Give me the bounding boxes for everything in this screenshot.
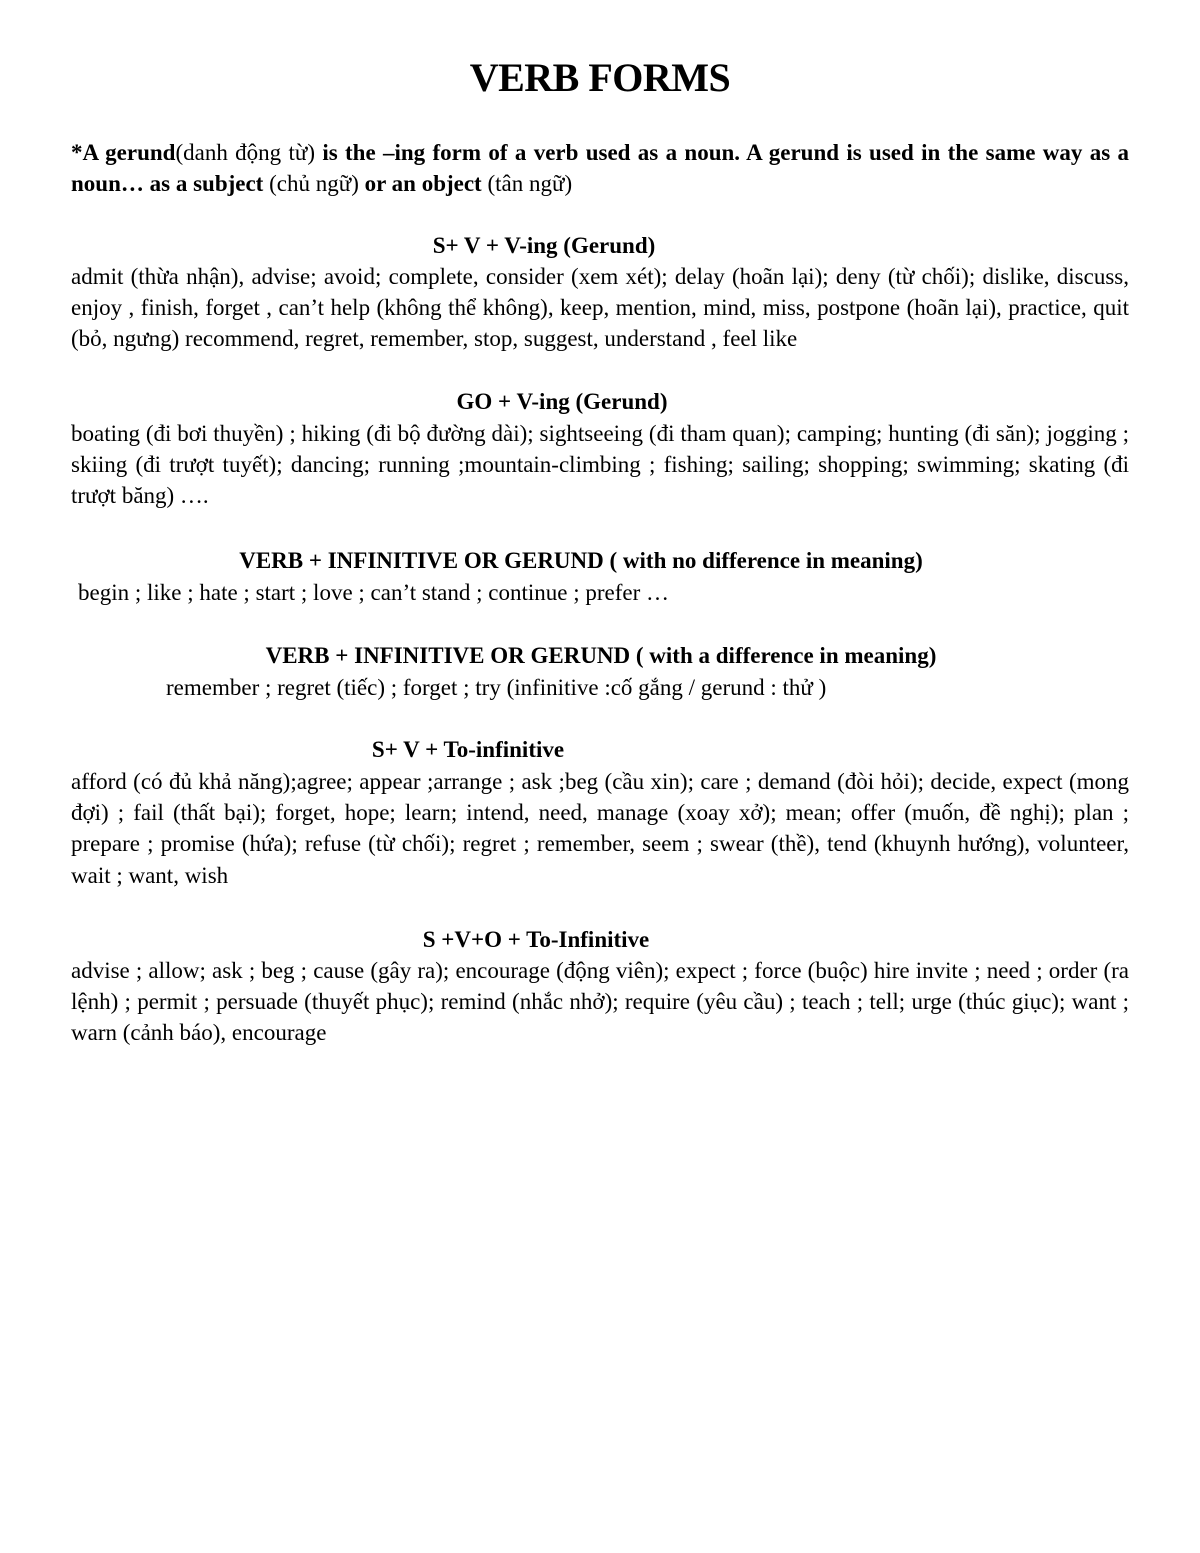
section-heading-difference: VERB + INFINITIVE OR GERUND ( with a difference in meaning) [265, 643, 937, 668]
intro-definition: is the –ing form of a verb used as a noun. A gerund is used in the same way as a noun… as a subject [71, 140, 1129, 197]
intro-paragraph [71, 137, 1129, 199]
section-body-no-difference: begin ; like ; hate ; start ; love ; can’t stand ; continue ; prefer … [78, 580, 670, 605]
intro-object: or an object [364, 171, 482, 197]
section-body-gerund: admit (thừa nhận), advise; avoid; complete, consider (xem xét); delay (hoãn lại); deny (từ chối); dislike, discuss, enjoy , finish, forget , can’t help (không thể không), keep, mention, mind, miss, postpone (hoãn lại), practice, quit (bỏ, ngưng) recommend, regret, remember, stop, suggest, understand , feel like [71, 264, 1129, 352]
section-heading-no-difference: VERB + INFINITIVE OR GERUND ( with no difference in meaning) [239, 548, 923, 573]
section-heading-gerund: S+ V + V-ing (Gerund) [432, 233, 656, 258]
section-heading-to-infinitive: S+ V + To-infinitive [371, 737, 565, 762]
intro-subject-translation: (chủ ngữ) [263, 171, 365, 197]
page-title: VERB FORMS [469, 55, 731, 100]
section-body-to-infinitive: afford (có đủ khả năng);agree; appear ;arrange ; ask ;beg (cầu xin); care ; demand (đòi hỏi); decide, expect (mong đợi) ; fail (thất bại); forget, hope; learn; intend, need, manage (xoay xở); mean; offer (muốn, đề nghị); plan ; prepare ; promise (hứa); refuse (từ chối); regret ; remember, seem ; swear (thề), tend (khuynh hướng), volunteer, wait ; want, wish [71, 769, 1129, 888]
section-body-object-infinitive: advise ; allow; ask ; beg ; cause (gây ra); encourage (động viên); expect ; force (buộc) hire invite ; need ; order (ra lệnh) ; permit ; persuade (thuyết phục); remind (nhắc nhở); require (yêu cầu) ; teach ; tell; urge (thúc giục); want ; warn (cảnh báo), encourage [71, 958, 1129, 1046]
section-body-go-ving: boating (đi bơi thuyền) ; hiking (đi bộ đường dài); sightseeing (đi tham quan); camping; hunting (đi săn); jogging ; skiing (đi trượt tuyết); dancing; running ;mountain-climbing ; fishing; sailing; shopping; swimming; skating (đi trượt băng) …. [71, 421, 1129, 509]
section-heading-object-infinitive: S +V+O + To-Infinitive [422, 927, 650, 952]
section-body-difference: remember ; regret (tiếc) ; forget ; try (infinitive :cố gắng / gerund : thử ) [166, 675, 827, 700]
section-heading-go-ving: GO + V-ing (Gerund) [456, 389, 668, 414]
intro-object-translation: (tân ngữ) [481, 171, 573, 197]
intro-term: *A gerund [71, 140, 176, 165]
intro-translation: (danh động từ) [175, 140, 316, 165]
